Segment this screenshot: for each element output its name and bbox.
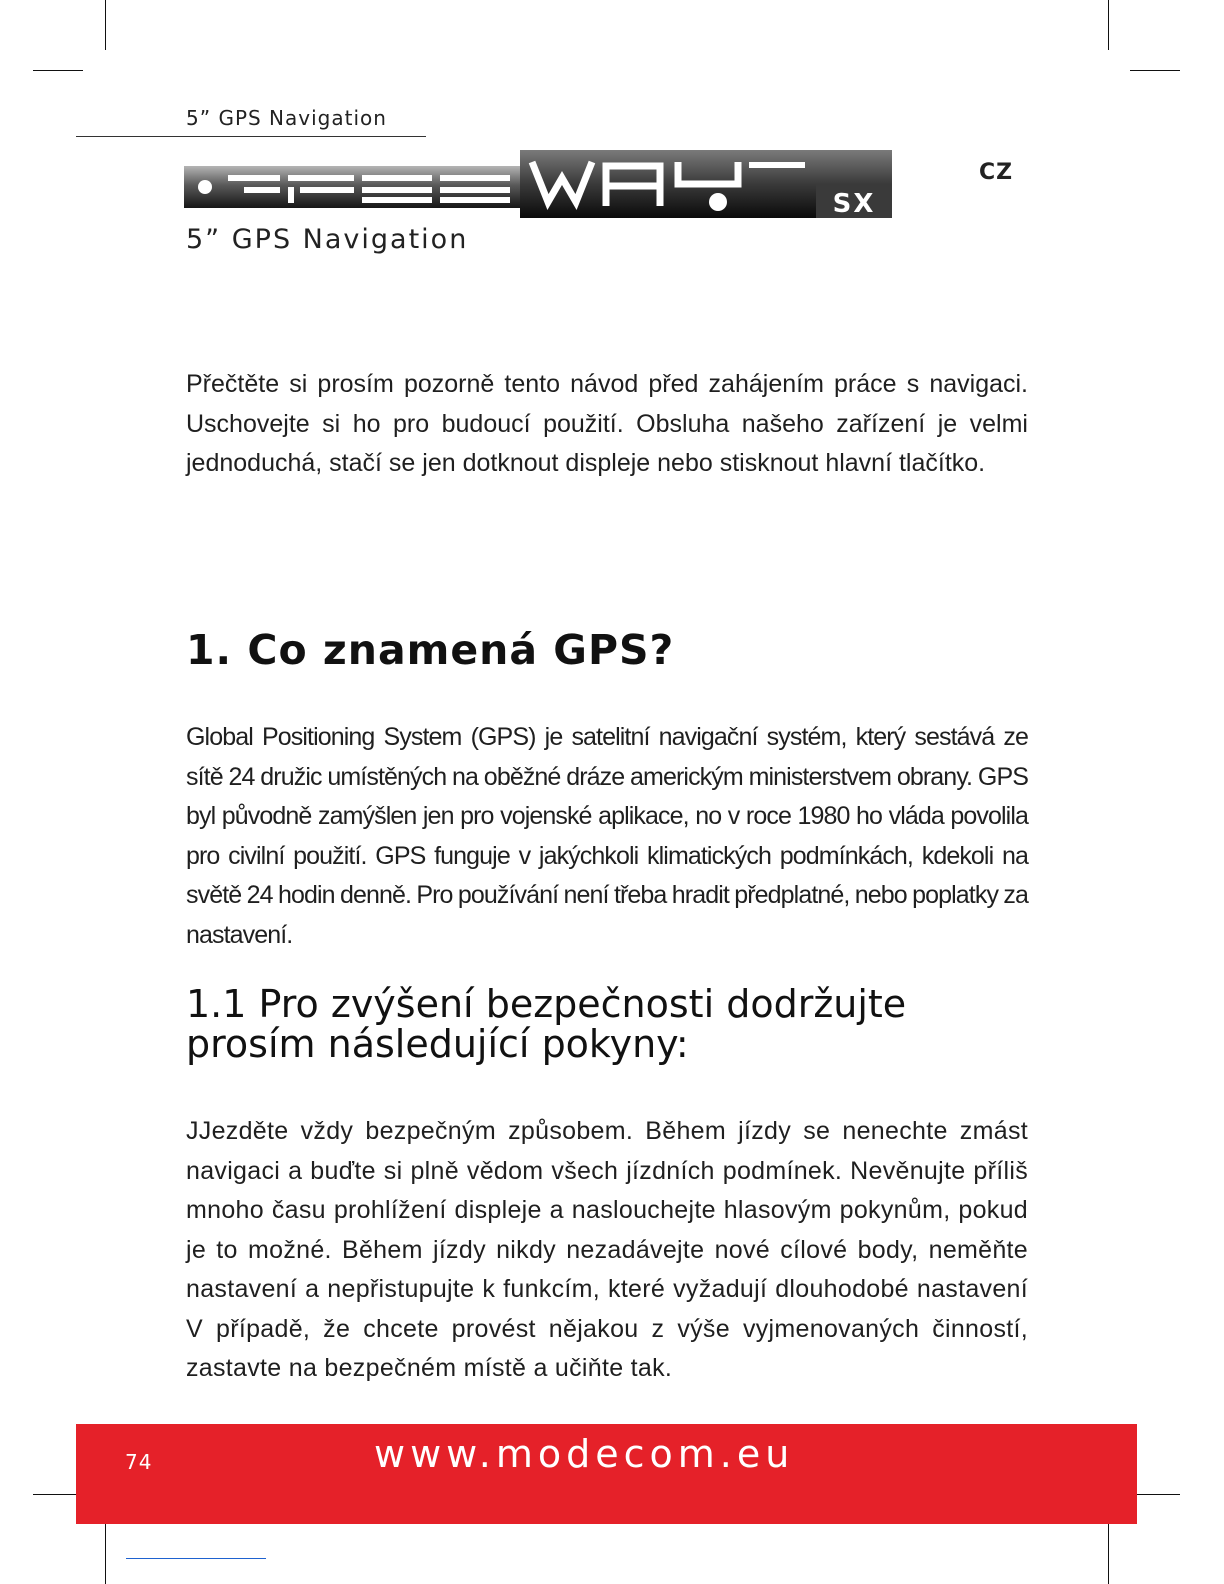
intro-paragraph: Přečtěte si prosím pozorně tento návod před zahájením práce s navigaci. Uschovejte si ho pro budoucí použití. Obsluha našeho zařízení je velmi jednoduchá, stačí se jen dotknout displeje nebo stisknout hlavní tlačítko. bbox=[186, 370, 1028, 477]
running-header: 5” GPS Navigation bbox=[186, 106, 387, 130]
crop-mark bbox=[33, 70, 83, 71]
footer-url: www.modecom.eu bbox=[374, 1432, 795, 1476]
crop-mark bbox=[1130, 70, 1180, 71]
blue-rule bbox=[126, 1558, 266, 1559]
crop-mark bbox=[1108, 0, 1109, 50]
header-rule bbox=[76, 136, 426, 137]
page-number: 74 bbox=[125, 1450, 153, 1474]
safety-paragraph: JJezděte vždy bezpečným způsobem. Během jízdy se nenechte zmást navigaci a buďte si plně vědom všech jízdních podmínek. Nevěnujte příliš mnoho času prohlížení displeje a naslouchejte hlasovým pokynům, pokud je to možné. Během jízdy nikdy nezadávejte nové cílové body, neměňte nastavení a nepřistupujte k funkcím, které vyžadují dlouhodobé nastavení V případě, že chcete provést nějakou z výše vyjmenovaných činností, zastavte na bezpečném místě a učiňte tak. bbox=[186, 1117, 1028, 1382]
subsection-heading-line1: 1.1 Pro zvýšení bezpečnosti dodržujte bbox=[186, 982, 907, 1026]
crop-mark bbox=[105, 0, 106, 50]
crop-mark bbox=[1108, 1514, 1109, 1584]
section-heading: 1. Co znamená GPS? bbox=[186, 626, 675, 674]
svg-text:SX: SX bbox=[832, 189, 876, 218]
product-subtitle: 5” GPS Navigation bbox=[186, 224, 469, 255]
freeway-logo bbox=[184, 150, 892, 218]
subsection-heading bbox=[186, 984, 986, 1064]
gps-paragraph: Global Positioning System (GPS) je satelitní navigační systém, který sestává ze sítě 24 družic umístěných na oběžné dráze americkým ministerstvem obrany. GPS byl původně zamýšlen jen pro vojenské aplikace, no v roce 1980 ho vláda povolila pro civilní použití. GPS funguje v jakýchkoli klimatických podmínkách, kdekoli na světě 24 hodin denně. Pro používání není třeba hradit předplatné, nebo poplatky za nastavení. bbox=[186, 723, 1028, 949]
language-code: CZ bbox=[979, 160, 1014, 185]
crop-mark bbox=[1130, 1494, 1180, 1495]
subsection-heading-line2: prosím následující pokyny: bbox=[186, 1022, 689, 1066]
crop-mark bbox=[105, 1514, 106, 1584]
